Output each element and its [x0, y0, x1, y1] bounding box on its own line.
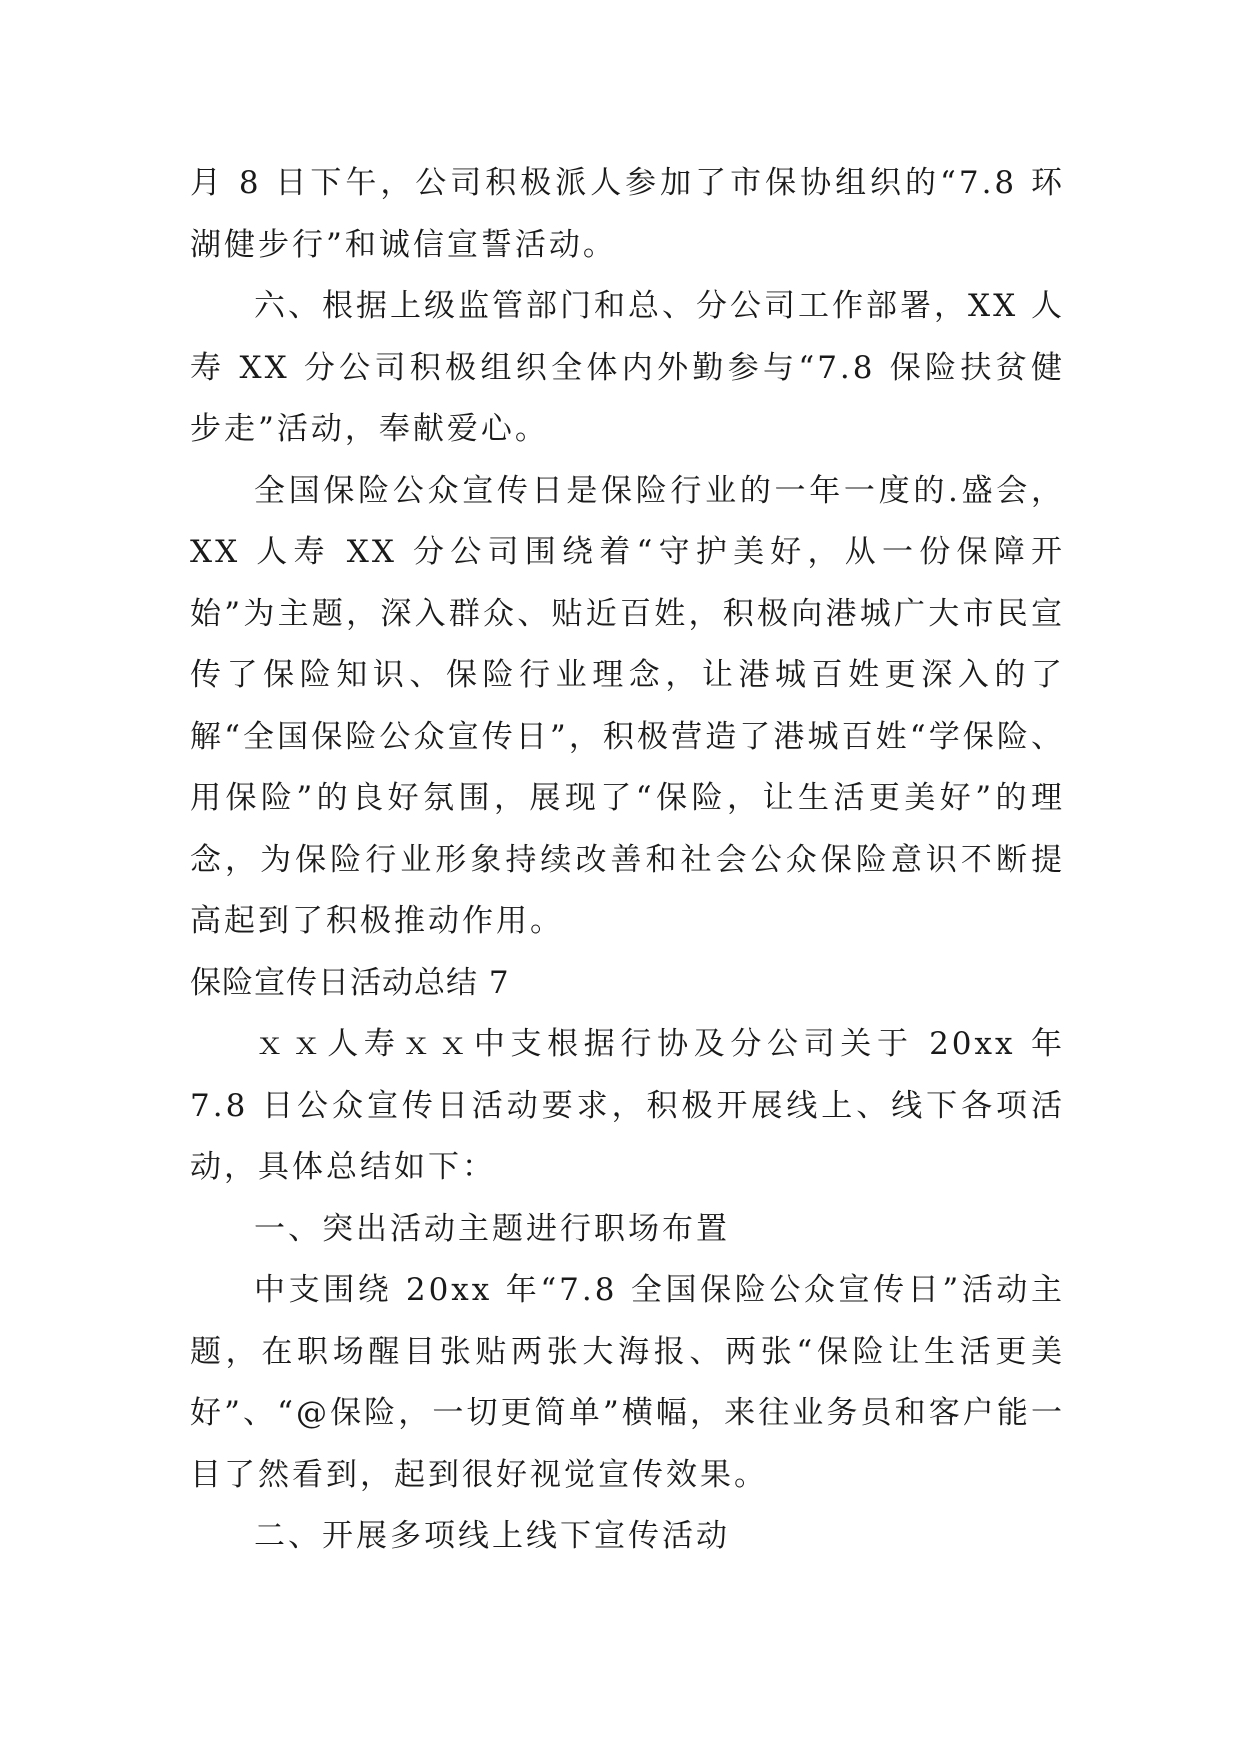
paragraph-item-six: 六、根据上级监管部门和总、分公司工作部署，XX 人寿 XX 分公司积极组织全体内外勤参与“7.8 保险扶贫健步走”活动，奉献爱心。	[190, 288, 1065, 447]
paragraph-summary: 全国保险公众宣传日是保险行业的一年一度的.盛会，XX 人寿 XX 分公司围绕着“守护美好，从一份保障开始”为主题，深入群众、贴近百姓，积极向港城广大市民宣传了保险知识、保险行业理念，让港城百姓更深入的了解“全国保险公众宣传日”，积极营造了港城百姓“学保险、用保险”的良好氛围，展现了“保险，让生活更美好”的理念，为保险行业形象持续改善和社会公众保险意识不断提高起到了积极推动作用。	[190, 472, 1065, 939]
paragraph-workplace: 中支围绕 20xx 年“7.8 全国保险公众宣传日”活动主题，在职场醒目张贴两张大海报、两张“保险让生活更美好”、“@保险，一切更简单”横幅，来往业务员和客户能一目了然看到，起到很好视觉宣传效果。	[190, 1272, 1065, 1493]
paragraph-event-walk: 月 8 日下午，公司积极派人参加了市保协组织的“7.8 环湖健步行”和诚信宣誓活动。	[190, 165, 1065, 263]
subheading-two: 二、开展多项线上线下宣传活动	[254, 1518, 730, 1554]
paragraph-intro: ｘｘ人寿ｘｘ中支根据行协及分公司关于 20xx 年 7.8 日公众宣传日活动要求，积极开展线上、线下各项活动，具体总结如下：	[190, 1026, 1065, 1185]
subheading-one: 一、突出活动主题进行职场布置	[254, 1210, 730, 1247]
document-body	[190, 153, 1065, 1568]
section-title: 保险宣传日活动总结 7	[190, 964, 510, 1001]
